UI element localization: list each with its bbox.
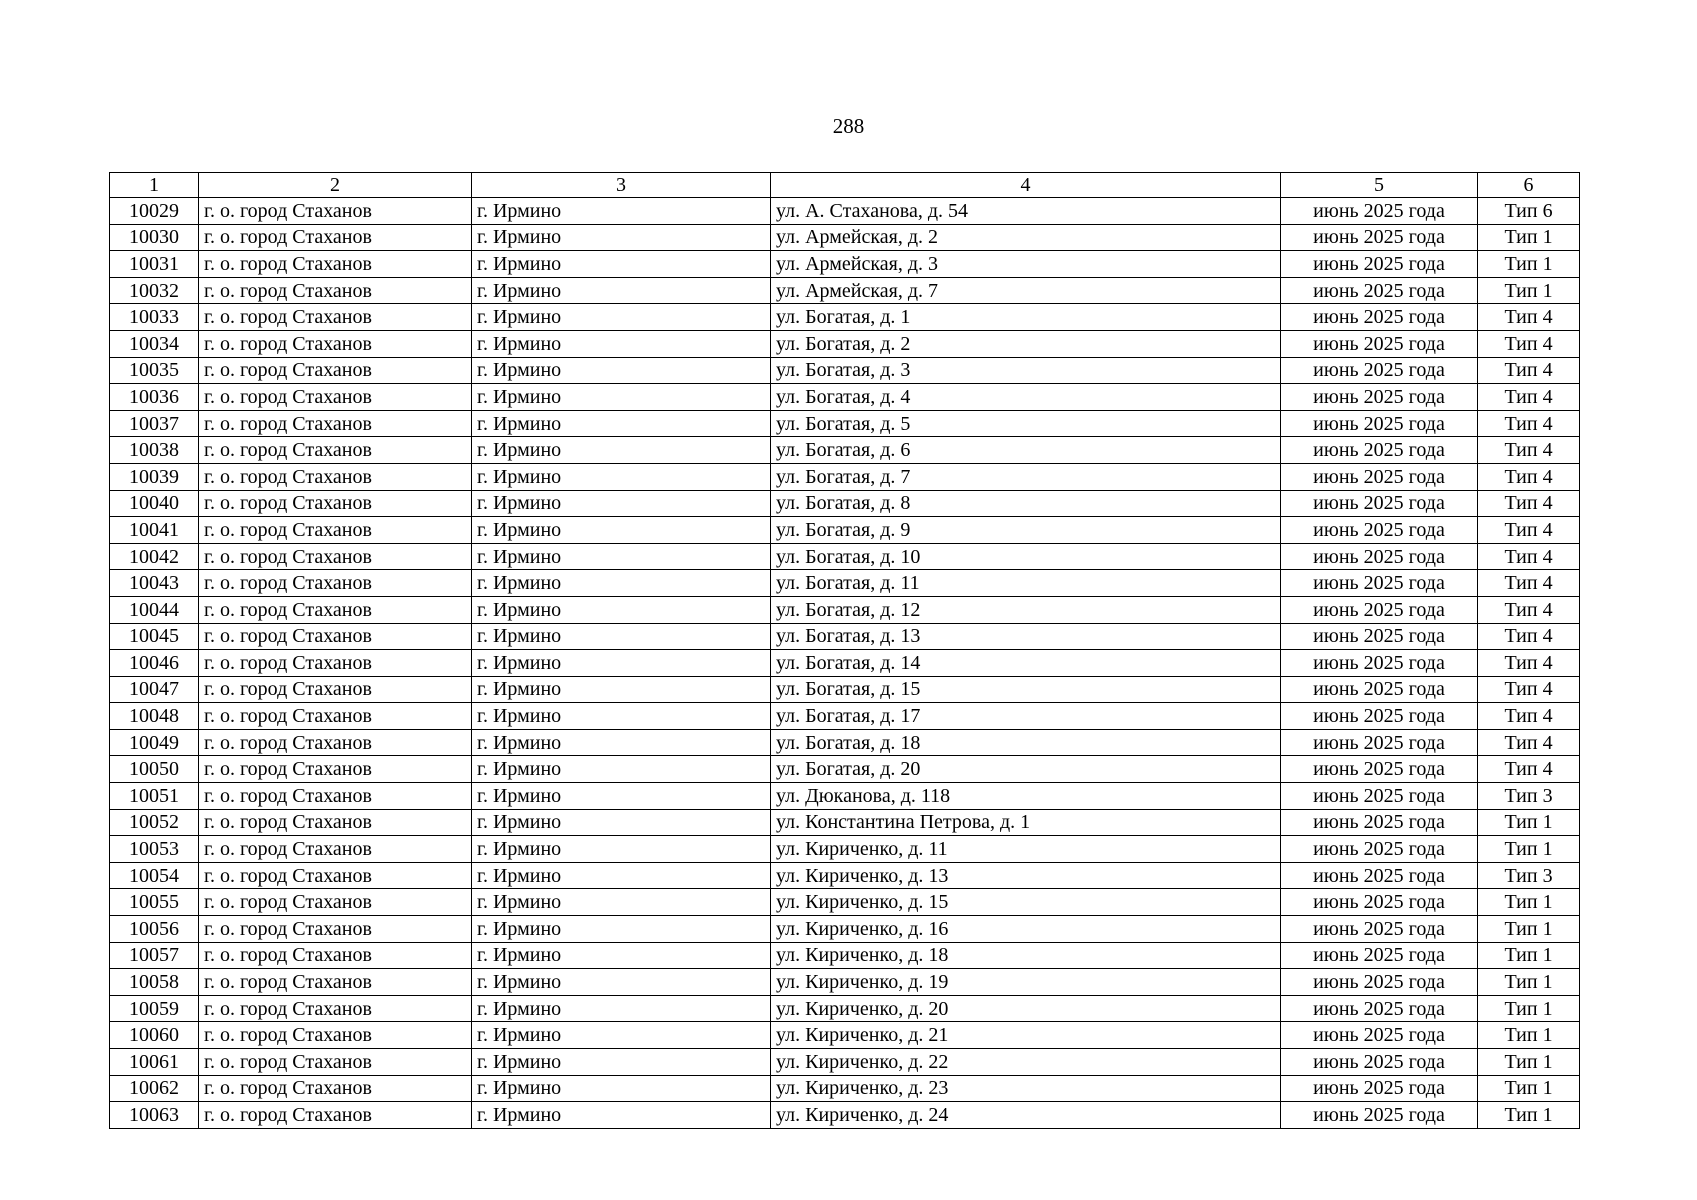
district-cell: г. о. город Стаханов (199, 783, 472, 810)
record-number-cell: 10029 (110, 198, 199, 225)
type-cell: Тип 4 (1478, 437, 1580, 464)
district-cell: г. о. город Стаханов (199, 543, 472, 570)
record-number-cell: 10053 (110, 836, 199, 863)
table-row (110, 437, 1580, 464)
address-cell: ул. А. Стаханова, д. 54 (771, 198, 1281, 225)
settlement-cell: г. Ирмино (472, 650, 771, 677)
address-cell: ул. Кириченко, д. 22 (771, 1049, 1281, 1076)
record-number-cell: 10032 (110, 277, 199, 304)
column-header-3: 3 (472, 173, 771, 198)
table-row (110, 995, 1580, 1022)
date-cell: июнь 2025 года (1281, 916, 1478, 943)
address-cell: ул. Богатая, д. 15 (771, 676, 1281, 703)
record-number-cell: 10062 (110, 1075, 199, 1102)
address-cell: ул. Богатая, д. 17 (771, 703, 1281, 730)
record-number-cell: 10048 (110, 703, 199, 730)
address-cell: ул. Дюканова, д. 118 (771, 783, 1281, 810)
table-row (110, 623, 1580, 650)
district-cell: г. о. город Стаханов (199, 1049, 472, 1076)
record-number-cell: 10061 (110, 1049, 199, 1076)
record-number-cell: 10055 (110, 889, 199, 916)
type-cell: Тип 6 (1478, 198, 1580, 225)
type-cell: Тип 4 (1478, 623, 1580, 650)
type-cell: Тип 4 (1478, 463, 1580, 490)
date-cell: июнь 2025 года (1281, 836, 1478, 863)
date-cell: июнь 2025 года (1281, 570, 1478, 597)
table-row (110, 517, 1580, 544)
address-cell: ул. Кириченко, д. 11 (771, 836, 1281, 863)
type-cell: Тип 1 (1478, 809, 1580, 836)
district-cell: г. о. город Стаханов (199, 942, 472, 969)
record-number-cell: 10046 (110, 650, 199, 677)
settlement-cell: г. Ирмино (472, 889, 771, 916)
date-cell: июнь 2025 года (1281, 437, 1478, 464)
date-cell: июнь 2025 года (1281, 224, 1478, 251)
date-cell: июнь 2025 года (1281, 517, 1478, 544)
record-number-cell: 10060 (110, 1022, 199, 1049)
record-number-cell: 10039 (110, 463, 199, 490)
table-row (110, 969, 1580, 996)
table-row (110, 703, 1580, 730)
district-cell: г. о. город Стаханов (199, 251, 472, 278)
table-row (110, 889, 1580, 916)
record-number-cell: 10044 (110, 596, 199, 623)
settlement-cell: г. Ирмино (472, 357, 771, 384)
table-row (110, 1049, 1580, 1076)
date-cell: июнь 2025 года (1281, 357, 1478, 384)
date-cell: июнь 2025 года (1281, 862, 1478, 889)
type-cell: Тип 4 (1478, 543, 1580, 570)
record-number-cell: 10033 (110, 304, 199, 331)
address-cell: ул. Богатая, д. 7 (771, 463, 1281, 490)
address-cell: ул. Богатая, д. 8 (771, 490, 1281, 517)
district-cell: г. о. город Стаханов (199, 330, 472, 357)
table-row (110, 756, 1580, 783)
address-cell: ул. Богатая, д. 12 (771, 596, 1281, 623)
record-number-cell: 10058 (110, 969, 199, 996)
district-cell: г. о. город Стаханов (199, 889, 472, 916)
address-cell: ул. Кириченко, д. 24 (771, 1102, 1281, 1129)
address-cell: ул. Кириченко, д. 20 (771, 995, 1281, 1022)
settlement-cell: г. Ирмино (472, 623, 771, 650)
table-body (110, 198, 1580, 1129)
date-cell: июнь 2025 года (1281, 650, 1478, 677)
record-number-cell: 10052 (110, 809, 199, 836)
type-cell: Тип 4 (1478, 596, 1580, 623)
settlement-cell: г. Ирмино (472, 942, 771, 969)
table-row (110, 862, 1580, 889)
type-cell: Тип 4 (1478, 490, 1580, 517)
type-cell: Тип 1 (1478, 1075, 1580, 1102)
date-cell: июнь 2025 года (1281, 490, 1478, 517)
record-number-cell: 10041 (110, 517, 199, 544)
address-cell: ул. Богатая, д. 6 (771, 437, 1281, 464)
type-cell: Тип 1 (1478, 1102, 1580, 1129)
address-cell: ул. Богатая, д. 9 (771, 517, 1281, 544)
settlement-cell: г. Ирмино (472, 783, 771, 810)
address-cell: ул. Кириченко, д. 19 (771, 969, 1281, 996)
table-row (110, 330, 1580, 357)
district-cell: г. о. город Стаханов (199, 198, 472, 225)
settlement-cell: г. Ирмино (472, 676, 771, 703)
district-cell: г. о. город Стаханов (199, 703, 472, 730)
settlement-cell: г. Ирмино (472, 703, 771, 730)
date-cell: июнь 2025 года (1281, 596, 1478, 623)
date-cell: июнь 2025 года (1281, 889, 1478, 916)
settlement-cell: г. Ирмино (472, 410, 771, 437)
settlement-cell: г. Ирмино (472, 1102, 771, 1129)
type-cell: Тип 1 (1478, 1022, 1580, 1049)
district-cell: г. о. город Стаханов (199, 729, 472, 756)
address-cell: ул. Богатая, д. 1 (771, 304, 1281, 331)
settlement-cell: г. Ирмино (472, 1049, 771, 1076)
table-row (110, 942, 1580, 969)
housing-register-table (109, 172, 1580, 1129)
table-row (110, 490, 1580, 517)
page-number: 288 (832, 114, 865, 138)
address-cell: ул. Богатая, д. 14 (771, 650, 1281, 677)
record-number-cell: 10040 (110, 490, 199, 517)
type-cell: Тип 4 (1478, 756, 1580, 783)
record-number-cell: 10035 (110, 357, 199, 384)
settlement-cell: г. Ирмино (472, 729, 771, 756)
type-cell: Тип 1 (1478, 224, 1580, 251)
settlement-cell: г. Ирмино (472, 570, 771, 597)
district-cell: г. о. город Стаханов (199, 384, 472, 411)
table-row (110, 357, 1580, 384)
district-cell: г. о. город Стаханов (199, 277, 472, 304)
date-cell: июнь 2025 года (1281, 304, 1478, 331)
table-row (110, 596, 1580, 623)
record-number-cell: 10045 (110, 623, 199, 650)
address-cell: ул. Богатая, д. 3 (771, 357, 1281, 384)
date-cell: июнь 2025 года (1281, 384, 1478, 411)
address-cell: ул. Богатая, д. 5 (771, 410, 1281, 437)
column-header-5: 5 (1281, 173, 1478, 198)
address-cell: ул. Армейская, д. 3 (771, 251, 1281, 278)
settlement-cell: г. Ирмино (472, 277, 771, 304)
type-cell: Тип 1 (1478, 942, 1580, 969)
record-number-cell: 10059 (110, 995, 199, 1022)
date-cell: июнь 2025 года (1281, 543, 1478, 570)
record-number-cell: 10054 (110, 862, 199, 889)
table-row (110, 463, 1580, 490)
table-row (110, 1022, 1580, 1049)
district-cell: г. о. город Стаханов (199, 969, 472, 996)
date-cell: июнь 2025 года (1281, 198, 1478, 225)
record-number-cell: 10063 (110, 1102, 199, 1129)
settlement-cell: г. Ирмино (472, 836, 771, 863)
address-cell: ул. Кириченко, д. 18 (771, 942, 1281, 969)
table-row (110, 650, 1580, 677)
date-cell: июнь 2025 года (1281, 676, 1478, 703)
district-cell: г. о. город Стаханов (199, 1075, 472, 1102)
date-cell: июнь 2025 года (1281, 1022, 1478, 1049)
date-cell: июнь 2025 года (1281, 942, 1478, 969)
record-number-cell: 10030 (110, 224, 199, 251)
date-cell: июнь 2025 года (1281, 756, 1478, 783)
type-cell: Тип 4 (1478, 703, 1580, 730)
type-cell: Тип 4 (1478, 384, 1580, 411)
date-cell: июнь 2025 года (1281, 623, 1478, 650)
date-cell: июнь 2025 года (1281, 410, 1478, 437)
record-number-cell: 10057 (110, 942, 199, 969)
type-cell: Тип 4 (1478, 729, 1580, 756)
district-cell: г. о. город Стаханов (199, 224, 472, 251)
record-number-cell: 10049 (110, 729, 199, 756)
address-cell: ул. Кириченко, д. 16 (771, 916, 1281, 943)
date-cell: июнь 2025 года (1281, 463, 1478, 490)
table-row (110, 198, 1580, 225)
settlement-cell: г. Ирмино (472, 1022, 771, 1049)
settlement-cell: г. Ирмино (472, 969, 771, 996)
record-number-cell: 10043 (110, 570, 199, 597)
date-cell: июнь 2025 года (1281, 1049, 1478, 1076)
district-cell: г. о. город Стаханов (199, 809, 472, 836)
record-number-cell: 10051 (110, 783, 199, 810)
table-header-row (110, 173, 1580, 198)
table-row (110, 729, 1580, 756)
type-cell: Тип 4 (1478, 517, 1580, 544)
column-header-1: 1 (110, 173, 199, 198)
type-cell: Тип 1 (1478, 916, 1580, 943)
type-cell: Тип 4 (1478, 570, 1580, 597)
date-cell: июнь 2025 года (1281, 1102, 1478, 1129)
address-cell: ул. Армейская, д. 2 (771, 224, 1281, 251)
settlement-cell: г. Ирмино (472, 809, 771, 836)
address-cell: ул. Богатая, д. 13 (771, 623, 1281, 650)
date-cell: июнь 2025 года (1281, 1075, 1478, 1102)
settlement-cell: г. Ирмино (472, 198, 771, 225)
table-row (110, 783, 1580, 810)
district-cell: г. о. город Стаханов (199, 836, 472, 863)
type-cell: Тип 4 (1478, 357, 1580, 384)
district-cell: г. о. город Стаханов (199, 517, 472, 544)
address-cell: ул. Кириченко, д. 23 (771, 1075, 1281, 1102)
settlement-cell: г. Ирмино (472, 224, 771, 251)
district-cell: г. о. город Стаханов (199, 490, 472, 517)
record-number-cell: 10047 (110, 676, 199, 703)
record-number-cell: 10036 (110, 384, 199, 411)
address-cell: ул. Богатая, д. 11 (771, 570, 1281, 597)
district-cell: г. о. город Стаханов (199, 650, 472, 677)
address-cell: ул. Кириченко, д. 13 (771, 862, 1281, 889)
address-cell: ул. Константина Петрова, д. 1 (771, 809, 1281, 836)
settlement-cell: г. Ирмино (472, 543, 771, 570)
type-cell: Тип 4 (1478, 304, 1580, 331)
address-cell: ул. Кириченко, д. 15 (771, 889, 1281, 916)
type-cell: Тип 1 (1478, 1049, 1580, 1076)
settlement-cell: г. Ирмино (472, 862, 771, 889)
column-header-2: 2 (199, 173, 472, 198)
table-row (110, 1075, 1580, 1102)
district-cell: г. о. город Стаханов (199, 862, 472, 889)
column-header-4: 4 (771, 173, 1281, 198)
type-cell: Тип 4 (1478, 410, 1580, 437)
type-cell: Тип 1 (1478, 277, 1580, 304)
address-cell: ул. Кириченко, д. 21 (771, 1022, 1281, 1049)
district-cell: г. о. город Стаханов (199, 995, 472, 1022)
date-cell: июнь 2025 года (1281, 277, 1478, 304)
type-cell: Тип 1 (1478, 836, 1580, 863)
settlement-cell: г. Ирмино (472, 490, 771, 517)
district-cell: г. о. город Стаханов (199, 437, 472, 464)
address-cell: ул. Богатая, д. 10 (771, 543, 1281, 570)
address-cell: ул. Армейская, д. 7 (771, 277, 1281, 304)
district-cell: г. о. город Стаханов (199, 1102, 472, 1129)
settlement-cell: г. Ирмино (472, 330, 771, 357)
settlement-cell: г. Ирмино (472, 756, 771, 783)
date-cell: июнь 2025 года (1281, 783, 1478, 810)
settlement-cell: г. Ирмино (472, 517, 771, 544)
record-number-cell: 10050 (110, 756, 199, 783)
table-row (110, 251, 1580, 278)
type-cell: Тип 1 (1478, 995, 1580, 1022)
district-cell: г. о. город Стаханов (199, 570, 472, 597)
table-row (110, 304, 1580, 331)
column-header-6: 6 (1478, 173, 1580, 198)
date-cell: июнь 2025 года (1281, 330, 1478, 357)
type-cell: Тип 3 (1478, 862, 1580, 889)
district-cell: г. о. город Стаханов (199, 676, 472, 703)
table-row (110, 916, 1580, 943)
table-row (110, 676, 1580, 703)
type-cell: Тип 1 (1478, 889, 1580, 916)
table-row (110, 570, 1580, 597)
record-number-cell: 10034 (110, 330, 199, 357)
record-number-cell: 10038 (110, 437, 199, 464)
table-row (110, 836, 1580, 863)
address-cell: ул. Богатая, д. 2 (771, 330, 1281, 357)
settlement-cell: г. Ирмино (472, 251, 771, 278)
date-cell: июнь 2025 года (1281, 995, 1478, 1022)
date-cell: июнь 2025 года (1281, 809, 1478, 836)
date-cell: июнь 2025 года (1281, 251, 1478, 278)
table-row (110, 277, 1580, 304)
table-row (110, 809, 1580, 836)
district-cell: г. о. город Стаханов (199, 463, 472, 490)
settlement-cell: г. Ирмино (472, 995, 771, 1022)
type-cell: Тип 1 (1478, 969, 1580, 996)
address-cell: ул. Богатая, д. 18 (771, 729, 1281, 756)
type-cell: Тип 4 (1478, 650, 1580, 677)
table-row (110, 543, 1580, 570)
type-cell: Тип 4 (1478, 676, 1580, 703)
district-cell: г. о. город Стаханов (199, 357, 472, 384)
district-cell: г. о. город Стаханов (199, 596, 472, 623)
address-cell: ул. Богатая, д. 20 (771, 756, 1281, 783)
record-number-cell: 10056 (110, 916, 199, 943)
table-row (110, 224, 1580, 251)
district-cell: г. о. город Стаханов (199, 623, 472, 650)
district-cell: г. о. город Стаханов (199, 916, 472, 943)
date-cell: июнь 2025 года (1281, 729, 1478, 756)
table-row (110, 1102, 1580, 1129)
settlement-cell: г. Ирмино (472, 463, 771, 490)
table-row (110, 410, 1580, 437)
record-number-cell: 10042 (110, 543, 199, 570)
date-cell: июнь 2025 года (1281, 969, 1478, 996)
settlement-cell: г. Ирмино (472, 916, 771, 943)
settlement-cell: г. Ирмино (472, 384, 771, 411)
record-number-cell: 10031 (110, 251, 199, 278)
district-cell: г. о. город Стаханов (199, 756, 472, 783)
type-cell: Тип 1 (1478, 251, 1580, 278)
district-cell: г. о. город Стаханов (199, 304, 472, 331)
table-row (110, 384, 1580, 411)
address-cell: ул. Богатая, д. 4 (771, 384, 1281, 411)
settlement-cell: г. Ирмино (472, 437, 771, 464)
type-cell: Тип 4 (1478, 330, 1580, 357)
district-cell: г. о. город Стаханов (199, 410, 472, 437)
settlement-cell: г. Ирмино (472, 596, 771, 623)
district-cell: г. о. город Стаханов (199, 1022, 472, 1049)
settlement-cell: г. Ирмино (472, 1075, 771, 1102)
type-cell: Тип 3 (1478, 783, 1580, 810)
date-cell: июнь 2025 года (1281, 703, 1478, 730)
record-number-cell: 10037 (110, 410, 199, 437)
settlement-cell: г. Ирмино (472, 304, 771, 331)
